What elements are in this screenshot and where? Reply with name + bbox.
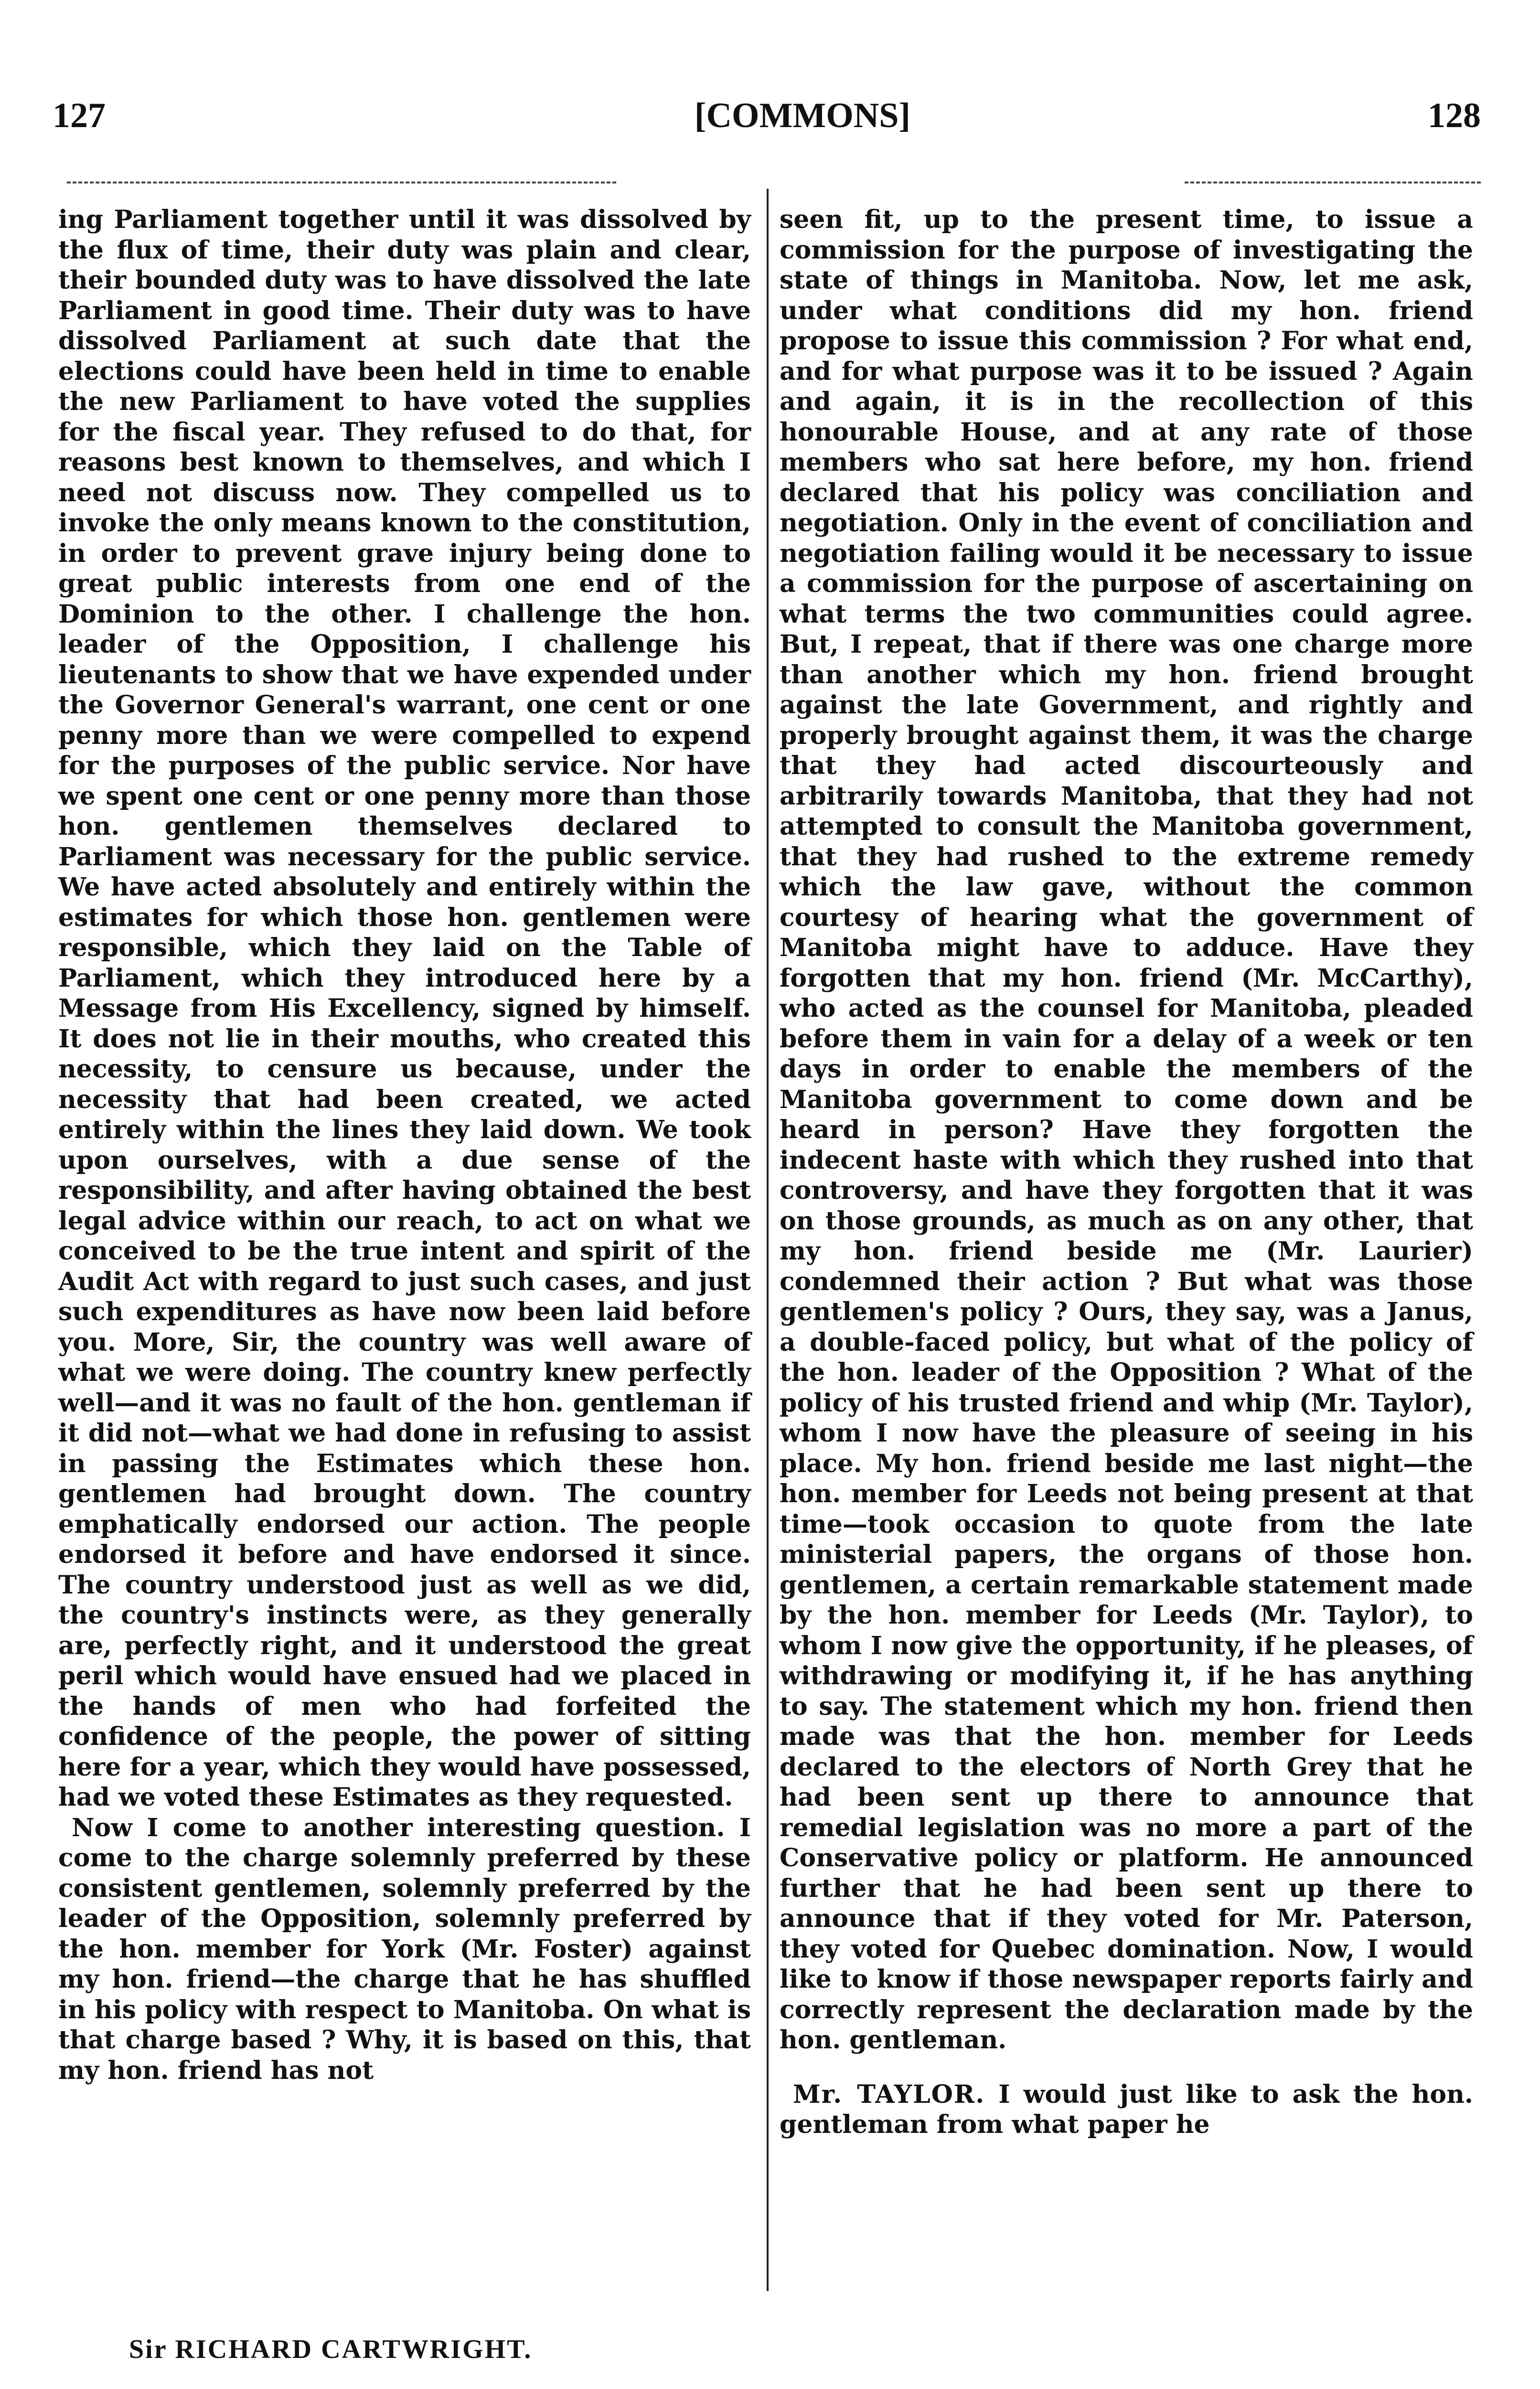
- page-title: [COMMONS]: [694, 96, 911, 135]
- header-rule-right: [1185, 182, 1481, 183]
- page-number-right: 128: [1428, 96, 1481, 135]
- left-column: [58, 204, 751, 2086]
- right-column: [780, 204, 1473, 2140]
- left-paragraph-2: Now I come to another interesting question. I come to the charge solemnly preferred by these consistent gentlemen, solemnly preferred by the leader of the Opposition, solemnly preferred by the hon. member for York (Mr. Foster) against my hon. friend—the charge that he has shuffled in his policy with respect to Manitoba. On what is that charge based ? Why, it is based on this, that my hon. friend has not: [58, 1813, 751, 2085]
- header-rule-left: [67, 182, 616, 183]
- speech-text: I would just like to ask the hon. gentleman from what paper he: [780, 2079, 1474, 2139]
- column-divider: [767, 189, 769, 2291]
- speaker-name: Mr. TAYLOR.: [793, 2079, 985, 2109]
- page-header: [53, 96, 1481, 148]
- right-paragraph-1: seen fit, up to the present time, to issue a commission for the purpose of investigating the state of things in Manitoba. Now, let me ask, under what conditions did my hon. friend propose to issue this commission ? For what end, and for what purpose was it to be issued ? Again and again, it is in the recollection of this honourable House, and at any rate of those members who sat here before, my hon. friend declared that his policy was conciliation and negotiation. Only in the event of conciliation and negotiation failing would it be necessary to issue a commission for the purpose of ascertaining on what terms the two communities could agree. But, I repeat, that if there was one charge more than another which my hon. friend brought against the late Government, and rightly and properly brought against them, it was the charge that they had acted discourteously and arbitrarily towards Manitoba, that they had not attempted to consult the Manitoba government, that they had rushed to the extreme remedy which the law gave, without the common courtesy of hearing what the government of Manitoba might have to adduce. Have they forgotten that my hon. friend (Mr. McCarthy), who acted as the counsel for Manitoba, pleaded before them in vain for a delay of a week or ten days in order to enable the members of the Manitoba government to come down and be heard in person? Have they forgotten the indecent haste with which they rushed into that controversy, and have they forgotten that it was on those grounds, as much as on any other, that my hon. friend beside me (Mr. Laurier) condemned their action ? But what was those gentlemen's policy ? Ours, they say, was a Janus, a double-faced policy, but what of the policy of the hon. leader of the Opposition ? What of the policy of his trusted friend and whip (Mr. Taylor), whom I now have the pleasure of seeing in his place. My hon. friend beside me last night—the hon. member for Leeds not being present at that time—took occasion to quote from the late ministerial papers, the organs of those hon. gentlemen, a certain remarkable statement made by the hon. member for Leeds (Mr. Taylor), to whom I now give the opportunity, if he pleases, of withdrawing or modifying it, if he has anything to say. The statement which my hon. friend then made was that the hon. member for Leeds declared to the electors of North Grey that he had been sent up there to announce that remedial legislation was no more a part of the Conservative policy or platform. He announced further that he had been sent up there to announce that if they voted for Mr. Paterson, they voted for Quebec domination. Now, I would like to know if those newspaper reports fairly and correctly represent the declaration made by the hon. gentleman.: [780, 205, 1473, 2055]
- speech-gap: [780, 2055, 1473, 2079]
- speech-paragraph: [780, 2079, 1473, 2140]
- running-footer: Sir RICHARD CARTWRIGHT.: [129, 2335, 533, 2364]
- page-number-left: 127: [53, 96, 106, 135]
- left-paragraph-1: ing Parliament together until it was dissolved by the flux of time, their duty was plain and clear, their bounded duty was to have dissolved the late Parliament in good time. Their duty was to have dissolved Parliament at such date that the elections could have been held in time to enable the new Parliament to have voted the supplies for the fiscal year. They refused to do that, for reasons best known to themselves, and which I need not discuss now. They compelled us to invoke the only means known to the constitution, in order to prevent grave injury being done to great public interests from one end of the Dominion to the other. I challenge the hon. leader of the Opposition, I challenge his lieutenants to show that we have expended under the Governor General's warrant, one cent or one penny more than we were compelled to expend for the purposes of the public service. Nor have we spent one cent or one penny more than those hon. gentlemen themselves declared to Parliament was necessary for the public service. We have acted absolutely and entirely within the estimates for which those hon. gentlemen were responsible, which they laid on the Table of Parliament, which they introduced here by a Message from His Excellency, signed by himself. It does not lie in their mouths, who created this necessity, to censure us because, under the necessity that had been created, we acted entirely within the lines they laid down. We took upon ourselves, with a due sense of the responsibility, and after having obtained the best legal advice within our reach, to act on what we conceived to be the true intent and spirit of the Audit Act with regard to just such cases, and just such expenditures as have now been laid before you. More, Sir, the country was well aware of what we were doing. The country knew perfectly well—and it was no fault of the hon. gentleman if it did not—what we had done in refusing to assist in passing the Estimates which these hon. gentlemen had brought down. The country emphatically endorsed our action. The people endorsed it before and have endorsed it since. The country understood just as well as we did, the country's instincts were, as they generally are, perfectly right, and it understood the great peril which would have ensued had we placed in the hands of men who had forfeited the confidence of the people, the power of sitting here for a year, which they would have possessed, had we voted these Estimates as they requested.: [58, 205, 751, 1812]
